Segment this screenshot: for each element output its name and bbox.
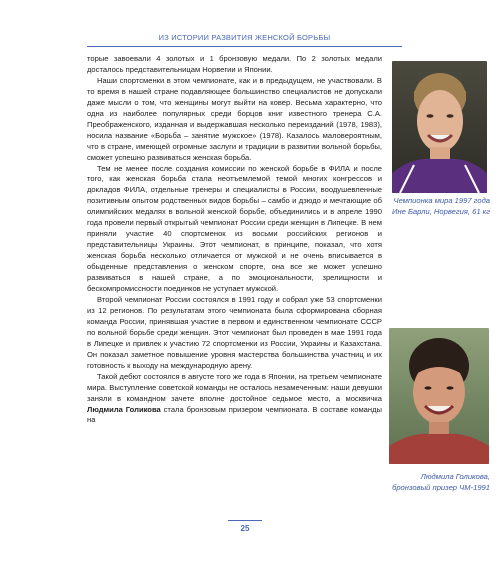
paragraph-4: Второй чемпионат России состоялся в 1991 году и собрал уже 53 спортсменки из 12 регионов. По результатам этого чемпионата была сформирована сборная команда России, принявшая участие в первом и единственном чемпионате СССР по вольной борьбе среди женщин. Этот чемпионат был проведен в мае 1991 года в Липецке и привлек к участию 72 спортсменки из России, Украины и Казахстана. Он показал заметное повышение уровня мастерства большинства участниц и их готовность к выходу на международную арену. [87,294,382,370]
bold-name: Людмила Голикова [87,404,161,414]
paragraph-1: торые завоевали 4 золотых и 1 бронзовую медали. По 2 золотых медали досталось представительницам Норвегии и Японии. [87,54,382,74]
header-rule [87,46,402,47]
paragraph-5-tail: стала бронзовым призером чемпионата. В составе команды на [87,404,382,425]
paragraph-5-text: Такой дебют состоялся в августе того же года в Японии, на третьем чемпионате мира. Выступление советской команды не осталось незамеченным: наши девушки заняли в командном зачете вполне достойное седьмое место, а москвичка [87,371,382,403]
page-number: 25 [240,524,250,533]
photo-caption-2: Людмила Голикова, бронзовый призер ЧМ-1991 [392,472,490,492]
photo-ine-barli [392,61,487,193]
footer-rule [228,520,262,521]
running-header: ИЗ ИСТОРИИ РАЗВИТИЯ ЖЕНСКОЙ БОРЬБЫ [158,33,331,42]
paragraph-5 [87,372,382,427]
article-body [87,54,382,426]
photo-caption-1: Чемпионка мира 1997 года Ине Барли, Норвегия, 61 кг [392,196,490,216]
paragraph-2: Наши спортсменки в этом чемпионате, как и в предыдущем, не участвовали. В то время в нашей стране подавляющее большинство специалистов не допускали даже мысли о том, что женщины могут выйти на ковер. Весьма характерно, что одна из наиболее популярных среди борцов книг известного тренера С.А. Преображенского, изданная и выдержавшая несколько переизданий (1978, 1983), носила название «Борьба – занятие мужское» (1978). Казалось маловероятным, что в стране, имеющей огромные заслуги и традиции в развитии вольной борьбы, сможет успешно развиваться женская борьба. [87,75,382,162]
paragraph-3: Тем не менее после создания комиссии по женской борьбе в ФИЛА и после того, как женская борьба стала неотъемлемой темой многих конгрессов и докладов ФИЛА, отдельные тренеры и специалисты в России, воодушевленные позитивным опытом родственных видов борьбы – самбо и дзюдо и мечтающие об олимпийских медалях в вольной женской борьбе, объединились и в апреле 1990 года провели первый открытый чемпионат России среди женщин в Липецке. В нем приняли участие 40 спортсменок из восьми российских регионов и представительницы Украины. Этот чемпионат, в принципе, показал, что хотя женская борьба несколько отличается от мужской и не очень вписывается в обыденные представления о женском спорте, она все же может успешно развиваться в нашей стране, а по эмоциональности, зрелищности и бескомпромиссности поединков не уступает мужской. [87,163,382,294]
photo-ludmila-golikova [389,328,489,464]
